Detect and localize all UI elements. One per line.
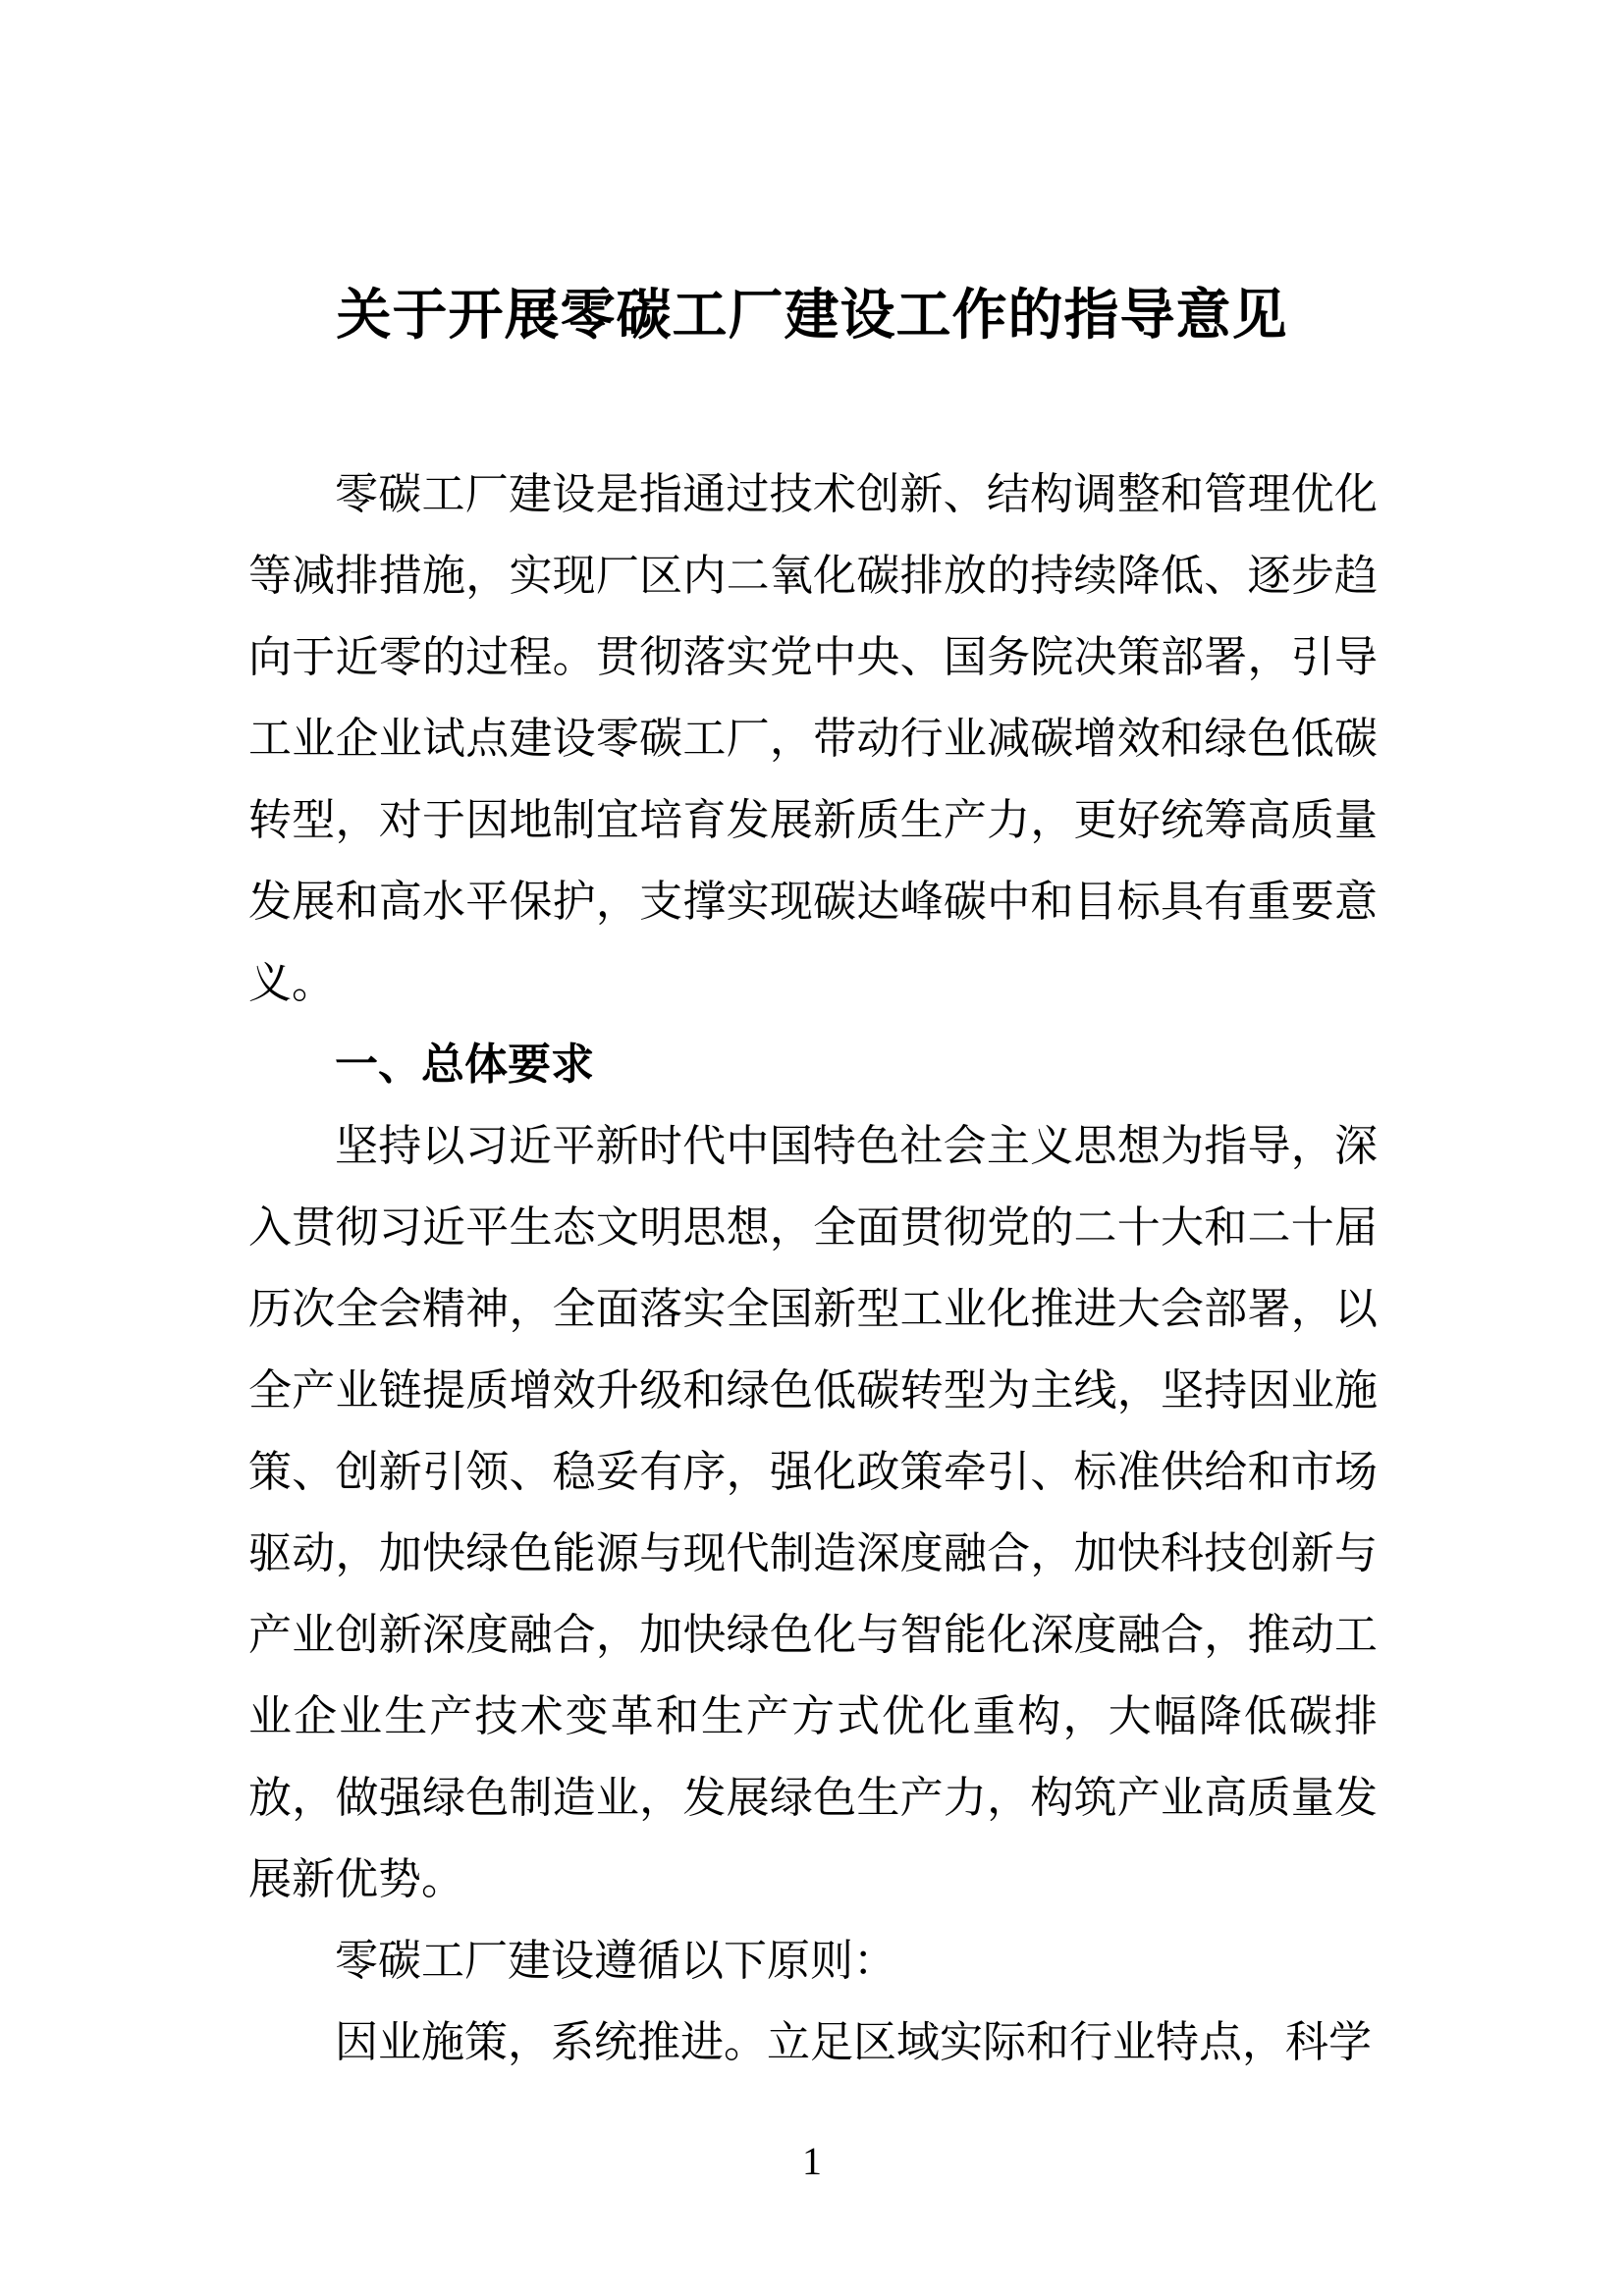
page-number: 1 — [802, 2139, 822, 2183]
paragraph-guiding-ideology: 坚持以习近平新时代中国特色社会主义思想为指导，深入贯彻习近平生态文明思想，全面贯彻党的二十大和二十届历次全会精神，全面落实全国新型工业化推进大会部署，以全产业链提质增效升级和绿色低碳转型为主线，坚持因业施策、创新引领、稳妥有序，强化政策牵引、标准供给和市场驱动，加快绿色能源与现代制造深度融合，加快科技创新与产业创新深度融合，加快绿色化与智能化深度融合，推动工业企业生产技术变革和生产方式优化重构，大幅降低碳排放，做强绿色制造业，发展绿色生产力，构筑产业高质量发展新优势。 — [248, 1122, 1378, 1903]
document-body — [248, 454, 1378, 2083]
paragraph-intro: 零碳工厂建设是指通过技术创新、结构调整和管理优化等减排措施，实现厂区内二氧化碳排放的持续降低、逐步趋向于近零的过程。贯彻落实党中央、国务院决策部署，引导工业企业试点建设零碳工厂，带动行业减碳增效和绿色低碳转型，对于因地制宜培育发展新质生产力，更好统筹高质量发展和高水平保护，支撑实现碳达峰碳中和目标具有重要意义。 — [248, 470, 1378, 1007]
paragraph-principles-lead-in: 零碳工厂建设遵循以下原则： — [335, 1937, 896, 1985]
section-heading-overall-requirements: 一、总体要求 — [335, 1041, 594, 1089]
paragraph-principle-1: 因业施策，系统推进。立足区域实际和行业特点，科学 — [335, 2018, 1372, 2066]
document-title: 关于开展零碳工厂建设工作的指导意见 — [336, 286, 1288, 347]
